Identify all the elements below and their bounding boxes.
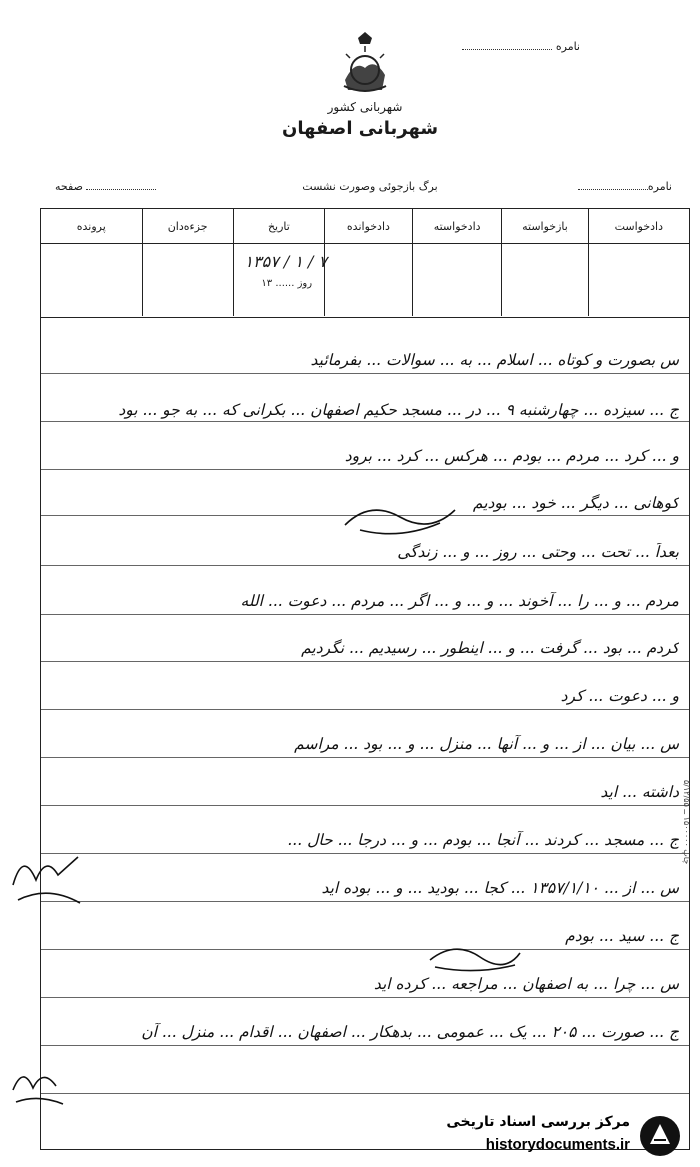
- watermark-title: مرکز بررسی اسناد تاریخی: [446, 1114, 630, 1130]
- statement-line: س بصورت و کوتاه ... اسلام ... به ... سوالات ... بفرمائید: [310, 351, 679, 369]
- ruled-line: [41, 997, 689, 998]
- ruled-line: [41, 709, 689, 710]
- statement-line: ج ... سید ... بودم: [565, 927, 679, 945]
- page-label: صفحه: [55, 180, 83, 193]
- ruled-line: [41, 1045, 689, 1046]
- lion-and-sun-emblem-icon: [330, 30, 400, 100]
- statement-line: س ... بیان ... از ... و ... آنها ... منزل ... و ... بود ... مراسم: [294, 735, 679, 753]
- signature-margin-1: [8, 845, 88, 915]
- case-table: [41, 209, 689, 318]
- ruled-line: [41, 469, 689, 470]
- ruled-line: [41, 949, 689, 950]
- number-label: نامره: [647, 180, 672, 193]
- date-handwritten: ۷ / ۱ / ۱۳۵۷: [244, 252, 328, 271]
- statement-line: ج ... سیزده ... چهارشنبه ۹ ... در ... مسجد حکیم اصفهان ... بکرانی که ... به جو ... بود: [118, 401, 679, 419]
- ruled-line: [41, 565, 689, 566]
- statement-line: و ... دعوت ... کرد: [560, 687, 679, 705]
- date-printed: روز ...... ۱۳: [261, 278, 313, 289]
- ruled-line: [41, 614, 689, 615]
- ruled-line: [41, 661, 689, 662]
- col-file-folder: جزءه‌دان: [142, 209, 233, 243]
- signature-scribble-2: [425, 935, 525, 975]
- signature-scribble: [340, 495, 460, 540]
- watermark: [418, 1112, 688, 1162]
- case-table-row: [41, 244, 689, 316]
- col-date: تاریخ: [233, 209, 324, 243]
- statement-line: س ... از ... ۱۳۵۷/۱/۱۰ ... کجا ... بودید ... و ... بوده اید: [321, 879, 679, 897]
- ruled-line: [41, 373, 689, 374]
- statement-line: کردم ... بود ... گرفت ... و ... اینطور ... رسیدیم ... نگردیم: [301, 639, 679, 657]
- top-number-label: نامره: [555, 40, 580, 53]
- col-defendant: دادخوانده: [324, 209, 412, 243]
- top-number-field: [462, 40, 580, 53]
- form-frame: [40, 208, 690, 1150]
- number-field: [578, 180, 672, 193]
- ruled-line: [41, 421, 689, 422]
- case-table-header: [41, 209, 689, 244]
- ruled-line: [41, 901, 689, 902]
- statement-line: کوهانی ... دیگر ... خود ... بودیم: [472, 494, 679, 512]
- form-title: برگ بازجوئی وصورت نشست: [302, 180, 438, 193]
- statement-line: س ... چرا ... به اصفهان ... مراجعه ... کرده اید: [373, 975, 679, 993]
- department-main: شهربانی اصفهان: [281, 118, 439, 139]
- statement-line: داشته ... اید: [600, 783, 679, 801]
- statement-line: بعداً ... تحت ... وحتی ... روز ... و ... زندگی: [397, 543, 679, 561]
- print-info: چاپ ۱۵۰۰۰۰۰ ــ ۵/۱۲/۵۵: [682, 780, 691, 865]
- statement-line: ج ... صورت ... ۲۰۵ ... یک ... عمومی ... بدهکار ... اصفهان ... اقدام ... منزل ... آن: [141, 1023, 679, 1041]
- col-case-file: پرونده: [76, 219, 106, 233]
- statement-line: مردم ... و ... را ... آخوند ... و ... و ... اگر ... مردم ... دعوت ... الله: [240, 592, 679, 610]
- col-inquired: بازخواسته: [501, 209, 587, 243]
- date-cell: [233, 244, 328, 316]
- statement-line: ج ... مسجد ... کردند ... آنجا ... بودم ... و ... درجا ... حال ...: [287, 831, 679, 849]
- archive-logo-icon: [638, 1114, 682, 1158]
- statement-line: و ... کرد ... مردم ... بودم ... هرکس ... کرد ... برود: [344, 447, 679, 465]
- ruled-line: [41, 805, 689, 806]
- col-petition: دادخواست: [588, 209, 689, 243]
- watermark-url: historydocuments.ir: [485, 1136, 630, 1153]
- col-plaintiff: دادخواسته: [412, 209, 502, 243]
- ruled-line: [41, 757, 689, 758]
- ruled-line: [41, 1093, 689, 1094]
- department-small: شهربانی کشور: [327, 100, 403, 114]
- signature-margin-2: [8, 1060, 68, 1110]
- page-field: [55, 180, 156, 193]
- ruled-line: [41, 853, 689, 854]
